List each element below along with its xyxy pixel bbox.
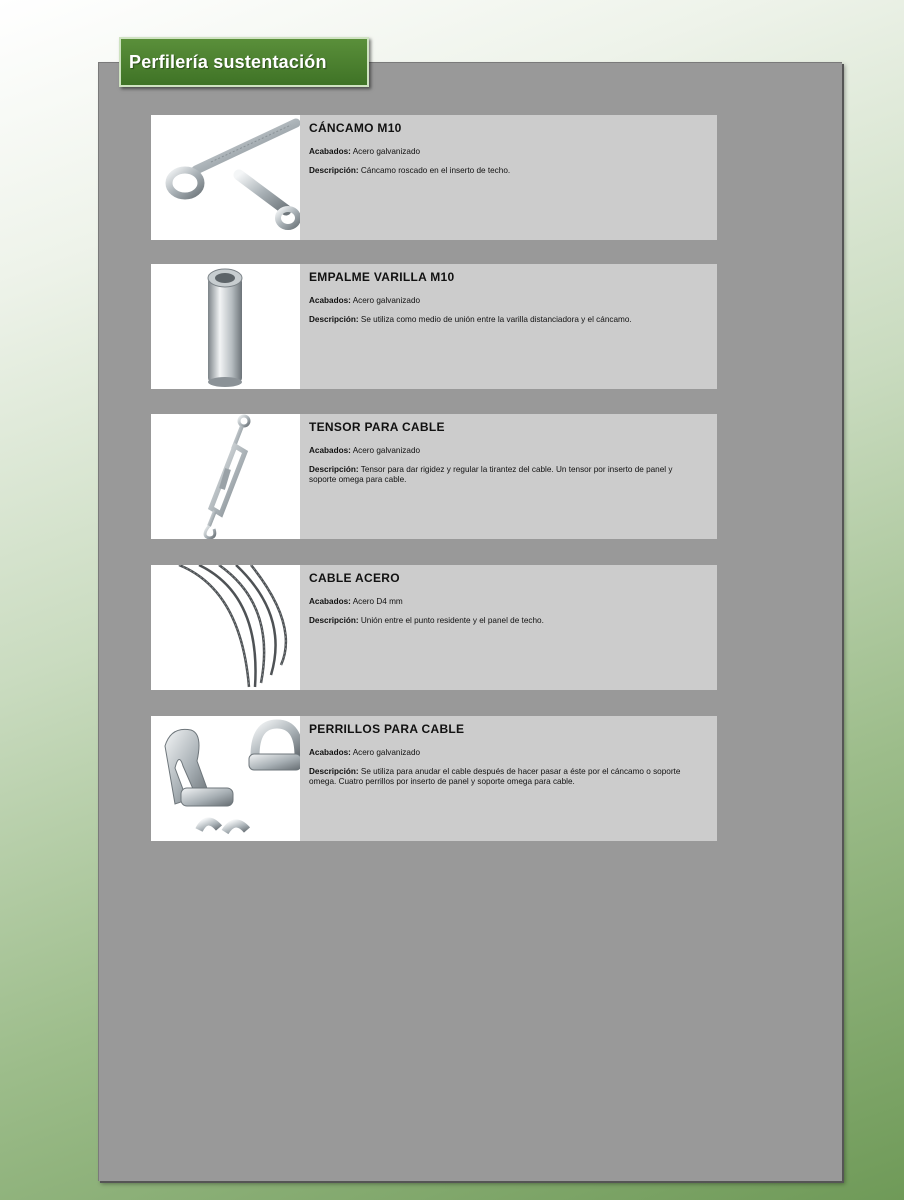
rod-coupling-icon — [151, 264, 300, 389]
product-card — [151, 414, 717, 539]
product-card — [151, 264, 717, 389]
eye-bolt-icon — [151, 115, 300, 240]
product-card — [151, 716, 717, 841]
product-card — [151, 565, 717, 690]
product-name: EMPALME VARILLA M10 — [309, 270, 455, 284]
product-card — [151, 115, 717, 240]
product-name: TENSOR PARA CABLE — [309, 420, 445, 434]
product-description: Descripción: Se utiliza como medio de unión entre la varilla distanciadora y el cáncamo. — [309, 315, 632, 324]
turnbuckle-icon — [151, 414, 300, 539]
product-finish: Acabados: Acero galvanizado — [309, 296, 421, 305]
product-name: CÁNCAMO M10 — [309, 121, 402, 135]
product-description: Descripción: Unión entre el punto residente y el panel de techo. — [309, 616, 544, 625]
wire-rope-clip-icon — [151, 716, 300, 841]
product-finish: Acabados: Acero galvanizado — [309, 446, 421, 455]
product-description: Descripción: Se utiliza para anudar el cable después de hacer pasar a éste por el cáncamo o soporte omega. Cuatro perrillos por inserto de panel y soporte omega para cable. — [309, 767, 681, 786]
section-title-text: Perfilería sustentación — [129, 51, 327, 72]
product-description: Descripción: Tensor para dar rigidez y regular la tirantez del cable. Un tensor por inserto de panel y soporte omega para cable. — [309, 465, 673, 484]
product-finish: Acabados: Acero D4 mm — [309, 597, 403, 606]
section-title — [119, 37, 369, 87]
product-description: Descripción: Cáncamo roscado en el inserto de techo. — [309, 166, 511, 175]
product-name: CABLE ACERO — [309, 571, 400, 585]
steel-cable-icon — [151, 565, 300, 690]
product-name: PERRILLOS PARA CABLE — [309, 722, 465, 736]
product-finish: Acabados: Acero galvanizado — [309, 147, 421, 156]
product-finish: Acabados: Acero galvanizado — [309, 748, 421, 757]
